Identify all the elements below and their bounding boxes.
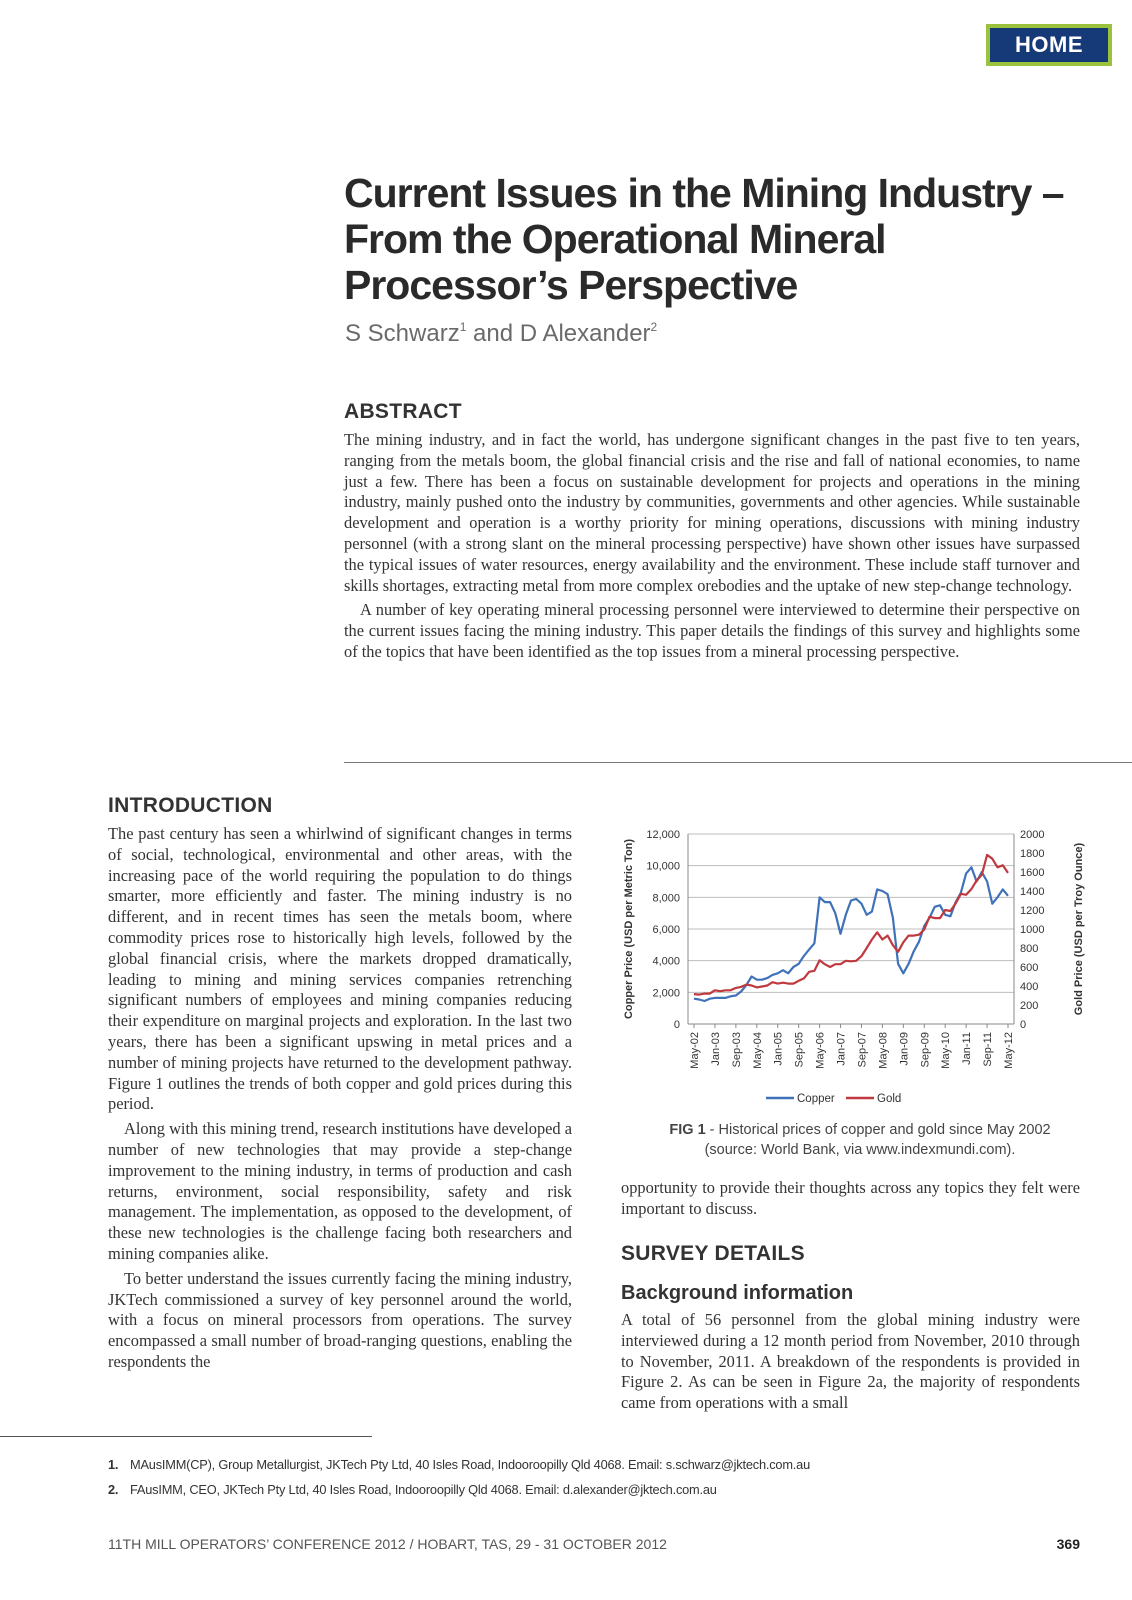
series-line-copper — [694, 867, 1008, 1001]
x-tick-label: May-02 — [689, 1032, 701, 1069]
x-tick-label: Jan-03 — [709, 1032, 722, 1066]
y2-tick-label: 1200 — [1020, 905, 1045, 917]
y-tick-label: 4,000 — [652, 955, 680, 968]
introduction-section — [108, 794, 572, 1373]
introduction-paragraph-3: To better understand the issues currently facing the mining industry, JKTech commissioned a survey of key personnel around the world, with a focus on mineral processors from operations. The survey encompassed a small number of broad-ranging questions, enabling the respondents the — [108, 1268, 572, 1371]
author-2: D Alexander — [519, 320, 651, 347]
authors — [345, 320, 657, 348]
footnote-text: FAusIMM, CEO, JKTech Pty Ltd, 40 Isles Road, Indooroopilly Qld 4068. Email: d.alexander@jktech.com.au — [130, 1482, 717, 1497]
introduction-paragraph-2: Along with this mining trend, research institutions have developed a number of new technologies that may provide a step-change improvement to the mining industry, in terms of production and cash returns, environment, social responsibility, safety and risk management. The implementation, as opposed to the development, of these new technologies is the challenge facing both researchers and mining companies alike. — [108, 1119, 572, 1263]
y2-tick-label: 1000 — [1020, 924, 1045, 936]
y-tick-label: 12,000 — [646, 829, 680, 841]
background-paragraph: A total of 56 personnel from the global mining industry were interviewed during a 12 month period from November, 2010 through to November, 2011. A breakdown of the respondents is provided in Figure 2. As can be seen in Figure 2a, the majority of respondents came from operations with a small — [621, 1310, 1080, 1413]
figure-caption-line-2: (source: World Bank, via www.indexmundi.com). — [704, 1142, 1016, 1158]
introduction-heading: INTRODUCTION — [108, 794, 273, 817]
y2-tick-label: 200 — [1020, 1000, 1039, 1012]
legend-label-gold: Gold — [877, 1093, 902, 1105]
footnote-2 — [108, 1482, 1068, 1497]
series-line-gold — [694, 855, 1008, 995]
x-tick-label: Jan-11 — [961, 1032, 974, 1065]
continuation-paragraph: opportunity to provide their thoughts across any topics they felt were important to discuss. — [621, 1178, 1080, 1218]
figure-1-caption — [640, 1120, 1080, 1160]
x-tick-label: May-08 — [877, 1032, 890, 1069]
page-number: 369 — [1056, 1536, 1080, 1552]
y-axis-title: Copper Price (USD per Metric Ton) — [623, 838, 635, 1020]
legend-label-copper: Copper — [797, 1093, 835, 1105]
figure-caption-line-1: - Historical prices of copper and gold since May 2002 — [705, 1122, 1051, 1138]
abstract-section — [344, 400, 1080, 663]
home-button[interactable]: HOME — [986, 24, 1112, 66]
footnote-divider — [0, 1436, 372, 1437]
y-tick-label: 10,000 — [646, 860, 680, 873]
author-joiner: and — [466, 320, 520, 347]
survey-details-heading: SURVEY DETAILS — [621, 1242, 805, 1265]
y-tick-label: 2,000 — [652, 987, 680, 1000]
x-tick-label: Sep-05 — [793, 1032, 806, 1068]
page-footer — [108, 1536, 1080, 1552]
author-2-ref: 2 — [650, 320, 658, 334]
x-tick-label: May-12 — [1003, 1032, 1015, 1069]
x-tick-label: Jan-09 — [898, 1032, 911, 1066]
section-divider — [344, 762, 1132, 763]
author-1: S Schwarz — [345, 320, 460, 347]
abstract-paragraph-1: The mining industry, and in fact the world, has undergone significant changes in the past five to ten years, ranging from the metals boom, the global financial crisis and the rise and fall of national economies, to name just a few. There has been a focus on sustainable development for projects and operations in the mining industry, mainly pushed onto the industry by communities, governments and other agencies. While sustainable development and operation is a worthy priority for mining operations, discussions with mining industry personnel (with a strong slant on the mineral processing perspective) have shown other issues have surpassed the typical issues of water resources, energy availability and the environment. These include staff turnover and skills shortages, extracting metal from more complex orebodies and the uptake of new step-change technology. — [344, 430, 1080, 595]
title-line-3: Processor’s Perspective — [344, 262, 798, 308]
y-tick-label: 0 — [673, 1019, 680, 1031]
abstract-paragraph-2: A number of key operating mineral processing personnel were interviewed to determine their perspective on the current issues facing the mining industry. This paper details the findings of this survey and highlights some of the topics that have been identified as the top issues from a mineral processing perspective. — [344, 600, 1080, 661]
x-tick-label: Sep-11 — [982, 1032, 995, 1067]
x-tick-label: Jan-07 — [835, 1032, 848, 1066]
footnotes — [108, 1457, 1068, 1507]
figure-label: FIG 1 — [669, 1122, 706, 1138]
y2-tick-label: 1800 — [1020, 848, 1045, 860]
abstract-heading: ABSTRACT — [344, 400, 462, 423]
conference-info: 11TH MILL OPERATORS’ CONFERENCE 2012 / HOBART, TAS, 29 - 31 OCTOBER 2012 — [108, 1536, 667, 1552]
author-1-ref: 1 — [459, 320, 467, 334]
y2-axis-title: Gold Price (USD per Troy Ounce) — [1073, 842, 1085, 1016]
y2-tick-label: 400 — [1020, 981, 1039, 993]
y-tick-label: 8,000 — [652, 892, 680, 905]
y2-tick-label: 2000 — [1020, 829, 1045, 841]
x-tick-label: May-10 — [940, 1032, 953, 1069]
title-line-1: Current Issues in the Mining Industry – — [344, 170, 1064, 216]
price-chart-svg — [618, 822, 1090, 1112]
footnote-number: 2. — [108, 1482, 119, 1497]
footnote-number: 1. — [108, 1457, 119, 1472]
y2-tick-label: 1600 — [1020, 867, 1045, 879]
y-tick-label: 6,000 — [652, 924, 680, 936]
y2-tick-label: 0 — [1020, 1019, 1027, 1031]
footnote-1 — [108, 1457, 1068, 1472]
background-heading: Background information — [621, 1282, 854, 1304]
y2-tick-label: 1400 — [1020, 886, 1045, 898]
x-tick-label: May-04 — [751, 1032, 764, 1069]
paper-title — [344, 170, 1104, 308]
figure-1-chart — [618, 822, 1090, 1112]
title-line-2: From the Operational Mineral — [344, 216, 886, 262]
y2-tick-label: 600 — [1020, 962, 1039, 974]
footnote-text: MAusIMM(CP), Group Metallurgist, JKTech Pty Ltd, 40 Isles Road, Indooroopilly Qld 4068. Email: s.schwarz@jktech.com.au — [130, 1457, 810, 1472]
x-tick-label: May-06 — [814, 1032, 827, 1069]
x-tick-label: Sep-03 — [730, 1032, 743, 1068]
y2-tick-label: 800 — [1020, 943, 1039, 955]
x-tick-label: Sep-07 — [856, 1032, 869, 1068]
introduction-paragraph-1: The past century has seen a whirlwind of significant changes in terms of social, technological, environmental and other areas, with the increasing pace of the world requiring the population to do things smarter, more efficiently and faster. The mining industry is no different, and in recent times has seen the metals boom, where commodity prices rose to historically high levels, followed by the global financial crisis, where the markets dropped dramatically, leading to mining and mining services companies retrenching significant numbers of employees and mining companies reducing their expenditure on marginal projects and exploration. In the last two years, there has been a significant upswing in metal prices and a number of mining projects have returned to the development pathway. Figure 1 outlines the trends of both copper and gold prices during this period. — [108, 824, 572, 1114]
x-tick-label: Sep-09 — [919, 1032, 932, 1068]
x-tick-label: Jan-05 — [772, 1032, 785, 1066]
